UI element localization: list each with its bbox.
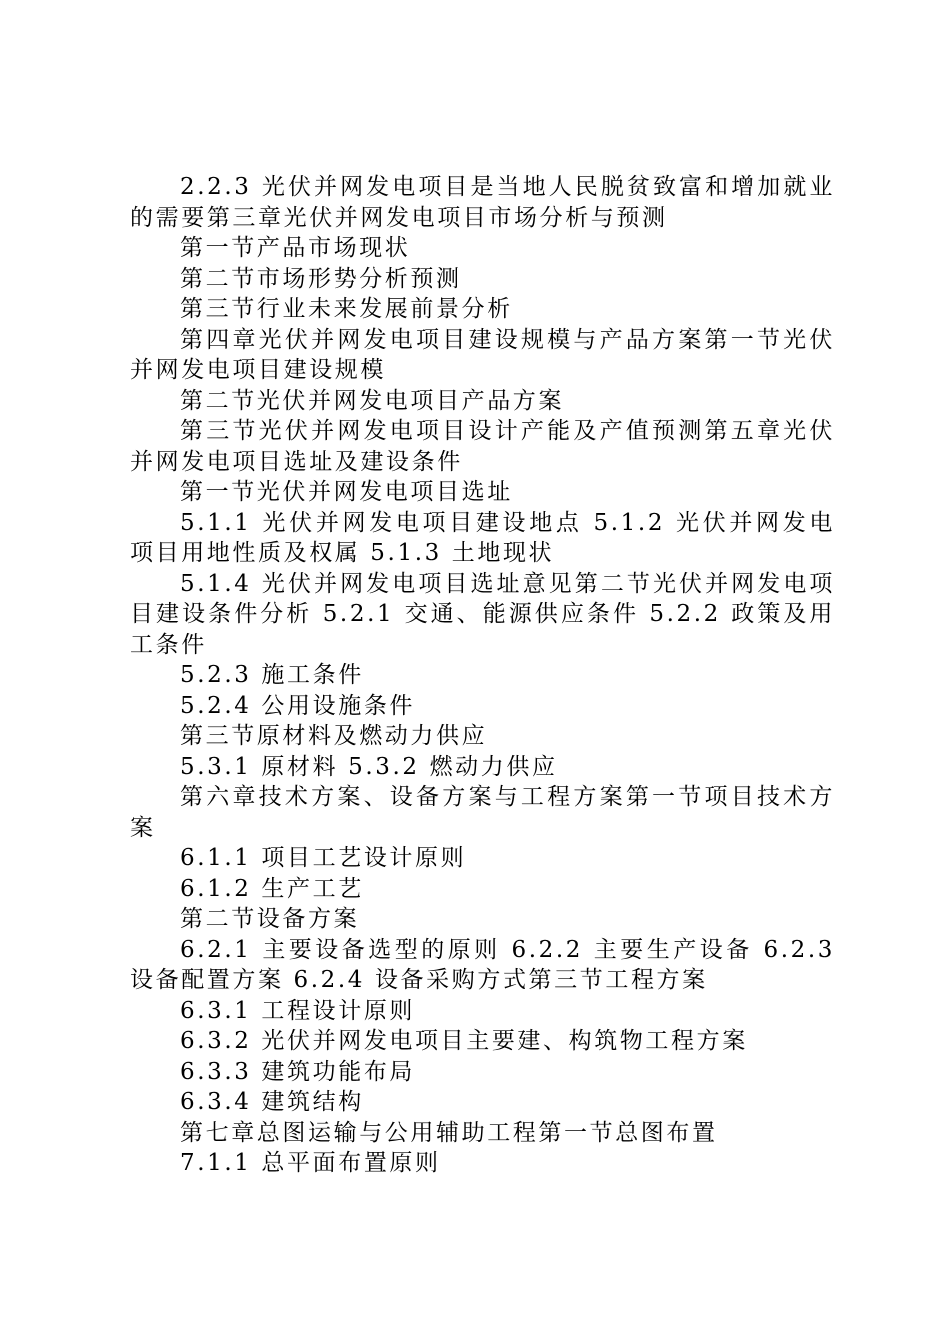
paragraph-6-1-1: 6.1.1 项目工艺设计原则 bbox=[180, 845, 467, 871]
paragraph-chapter-6-section-2: 第二节设备方案 bbox=[180, 906, 360, 932]
paragraph-5-2-3: 5.2.3 施工条件 bbox=[180, 662, 364, 688]
paragraph-6-2-1: 6.2.1 主要设备选型的原则 6.2.2 主要生产设备 6.2.3 设备配置方案 6.2.4 设备采购方式第三节工程方案 bbox=[130, 936, 835, 993]
paragraph-5-1-4: 5.1.4 光伏并网发电项目选址意见第二节光伏并网发电项目建设条件分析 5.2.1 交通、能源供应条件 5.2.2 政策及用工条件 bbox=[130, 570, 835, 658]
paragraph-5-3-1: 5.3.1 原材料 5.3.2 燃动力供应 bbox=[180, 753, 558, 780]
paragraph-6-3-4: 6.3.4 建筑结构 bbox=[180, 1089, 364, 1115]
paragraph-6-3-1: 6.3.1 工程设计原则 bbox=[180, 997, 416, 1024]
paragraph-chapter-7: 第七章总图运输与公用辅助工程第一节总图布置 bbox=[180, 1119, 718, 1146]
document-body bbox=[130, 172, 835, 1179]
paragraph-chapter-4-section-2: 第二节光伏并网发电项目产品方案 bbox=[180, 387, 564, 414]
paragraph-chapter-5-section-3: 第三节原材料及燃动力供应 bbox=[180, 723, 488, 749]
paragraph-section-2: 第二节市场形势分析预测 bbox=[180, 265, 462, 292]
paragraph-6-1-2: 6.1.2 生产工艺 bbox=[180, 875, 364, 902]
paragraph-chapter-5-section-1: 第一节光伏并网发电项目选址 bbox=[180, 479, 513, 505]
paragraph-chapter-4-section-3: 第三节光伏并网发电项目设计产能及产值预测第五章光伏并网发电项目选址及建设条件 bbox=[130, 418, 835, 475]
paragraph-chapter-4: 第四章光伏并网发电项目建设规模与产品方案第一节光伏并网发电项目建设规模 bbox=[130, 326, 835, 383]
paragraph-6-3-3: 6.3.3 建筑功能布局 bbox=[180, 1058, 416, 1085]
paragraph-5-1-1: 5.1.1 光伏并网发电项目建设地点 5.1.2 光伏并网发电项目用地性质及权属 5.1.3 土地现状 bbox=[130, 509, 835, 566]
paragraph-6-3-2: 6.3.2 光伏并网发电项目主要建、构筑物工程方案 bbox=[180, 1028, 748, 1054]
paragraph-chapter-6: 第六章技术方案、设备方案与工程方案第一节项目技术方案 bbox=[130, 784, 835, 841]
paragraph-5-2-4: 5.2.4 公用设施条件 bbox=[180, 692, 416, 719]
paragraph-2-2-3: 2.2.3 光伏并网发电项目是当地人民脱贫致富和增加就业的需要第三章光伏并网发电项目市场分析与预测 bbox=[130, 174, 835, 231]
paragraph-7-1-1: 7.1.1 总平面布置原则 bbox=[180, 1150, 441, 1176]
paragraph-section-3: 第三节行业未来发展前景分析 bbox=[180, 296, 513, 322]
paragraph-section-1: 第一节产品市场现状 bbox=[180, 235, 411, 261]
